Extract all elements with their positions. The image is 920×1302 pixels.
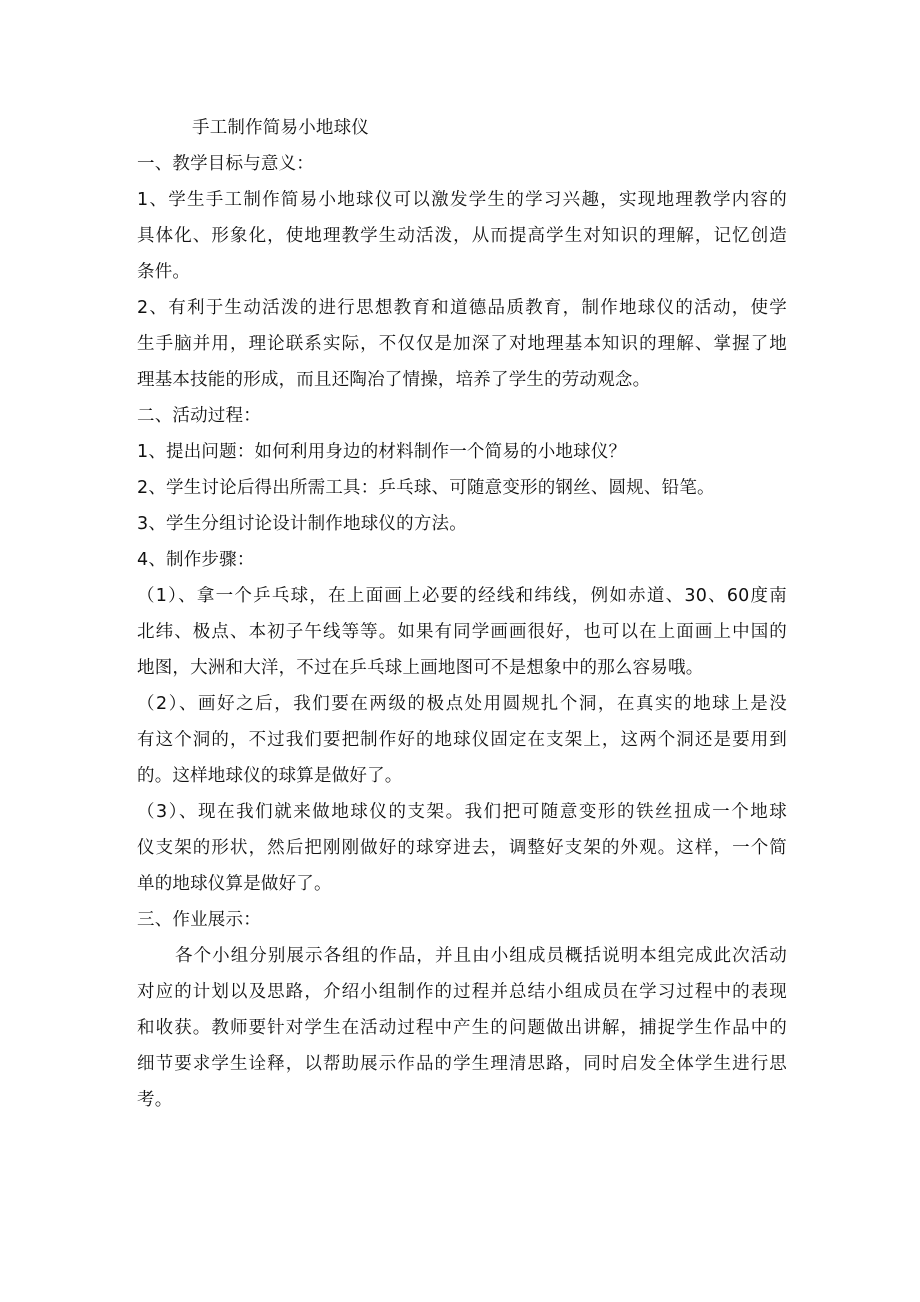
text-line: 各个小组分别展示各组的作品，并且由小组成员概括说明本组完成此次活动 — [175, 946, 787, 966]
paragraph-goal-2 — [137, 290, 787, 398]
text-line: 和收获。教师要针对学生在活动过程中产生的问题做出讲解，捕捉学生作品中的 — [137, 1018, 787, 1038]
text-line: 单的地球仪算是做好了。 — [137, 874, 332, 894]
paragraph-showcase — [137, 938, 787, 1118]
section-heading-goals: 一、教学目标与意义： — [137, 154, 314, 174]
document-page — [137, 110, 787, 1118]
text-line: （3）、现在我们就来做地球仪的支架。我们把可随意变形的铁丝扭成一个地球 — [137, 802, 787, 822]
step-2 — [137, 686, 787, 794]
text-line: （1）、拿一个乒乓球，在上面画上必要的经线和纬线，例如赤道、30、60度南 — [137, 586, 787, 606]
list-item: 3、学生分组讨论设计制作地球仪的方法。 — [137, 514, 467, 534]
text-line: 仪支架的形状，然后把刚刚做好的球穿进去，调整好支架的外观。这样，一个简 — [137, 838, 787, 858]
text-line: 细节要求学生诠释，以帮助展示作品的学生理清思路，同时启发全体学生进行思 — [137, 1054, 787, 1074]
text-line: 条件。 — [137, 262, 191, 282]
text-line: 1、学生手工制作简易小地球仪可以激发学生的学习兴趣，实现地理教学内容的 — [137, 190, 787, 210]
text-line: 有这个洞的，不过我们要把制作好的地球仪固定在支架上，这两个洞还是要用到 — [137, 730, 787, 750]
step-3 — [137, 794, 787, 902]
list-item: 4、制作步骤： — [137, 550, 255, 570]
paragraph-goal-1 — [137, 182, 787, 290]
section-heading-process: 二、活动过程： — [137, 406, 261, 426]
text-line: 北纬、极点、本初子午线等等。如果有同学画画很好，也可以在上面画上中国的 — [137, 622, 787, 642]
list-item: 2、学生讨论后得出所需工具：乒乓球、可随意变形的钢丝、圆规、铅笔。 — [137, 478, 715, 498]
text-line: 理基本技能的形成，而且还陶冶了情操，培养了学生的劳动观念。 — [137, 370, 651, 390]
list-item: 1、提出问题：如何利用身边的材料制作一个简易的小地球仪？ — [137, 442, 627, 462]
text-line: 地图，大洲和大洋，不过在乒乓球上画地图可不是想象中的那么容易哦。 — [137, 658, 704, 678]
document-title: 手工制作简易小地球仪 — [192, 118, 369, 138]
text-line: 对应的计划以及思路，介绍小组制作的过程并总结小组成员在学习过程中的表现 — [137, 982, 787, 1002]
step-1 — [137, 578, 787, 686]
text-line: 具体化、形象化，使地理教学生动活泼，从而提高学生对知识的理解，记忆创造 — [137, 226, 787, 246]
text-line: 考。 — [137, 1090, 173, 1110]
text-line: 生手脑并用，理论联系实际，不仅仅是加深了对地理基本知识的理解、掌握了地 — [137, 334, 787, 354]
text-line: 的。这样地球仪的球算是做好了。 — [137, 766, 403, 786]
text-line: 2、有利于生动活泼的进行思想教育和道德品质教育，制作地球仪的活动，使学 — [137, 298, 787, 318]
section-heading-showcase: 三、作业展示： — [137, 910, 261, 930]
text-line: （2）、画好之后，我们要在两级的极点处用圆规扎个洞，在真实的地球上是没 — [137, 694, 787, 714]
